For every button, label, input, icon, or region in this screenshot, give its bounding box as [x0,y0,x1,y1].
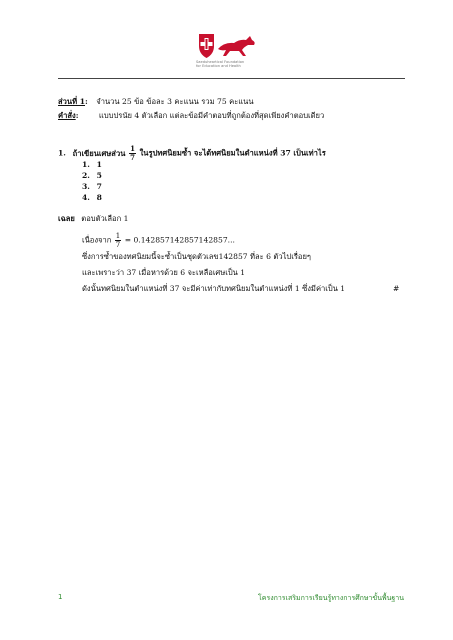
solution-label: เฉลย [58,214,75,223]
part-description: จำนวน 25 ข้อ ข้อละ 3 คะแนน รวม 75 คะแนน [96,97,254,106]
option-number: 1. [82,160,90,169]
option-value: 1 [96,160,102,169]
question-text-after: ในรูปทศนิยมซ้ำ จะได้ทศนิยมในตำแหน่งที่ 37 เป็นเท่าไร [139,148,326,158]
solution-line-3: และเพราะว่า 37 เมื่อหารด้วย 6 จะเหลือเศษเป็น 1 [82,268,246,277]
fraction-numerator: 1 [115,232,121,240]
fraction-denominator: 7 [130,153,135,162]
solution-answer: ตอบตัวเลือก 1 [81,214,129,223]
end-mark: # [393,284,400,293]
option-number: 3. [82,182,90,191]
footer-project: โครงการเสริมการเรียนรู้ทางการศึกษาขั้นพื้นฐาน [258,594,404,602]
option-item[interactable] [82,182,102,192]
instruction-colon: : [75,111,79,120]
solution-fraction [115,232,121,249]
option-value: 5 [96,171,102,180]
fraction-numerator: 1 [130,144,135,153]
option-item[interactable] [82,171,102,181]
logo-emblem-icon [196,32,264,60]
option-item[interactable] [82,193,102,203]
instruction-label: คำสั่ง [58,111,76,120]
solution-decimal: = 0.142857142857142857... [124,235,235,245]
instruction-line [58,111,324,121]
solution-line-1 [82,232,235,249]
instruction-description: แบบปรนัย 4 ตัวเลือก แต่ละข้อมีคำตอบที่ถูกต้องที่สุดเพียงคำตอบเดียว [98,111,325,120]
option-number: 2. [82,171,90,180]
logo-caption [196,60,266,69]
question-text-before: ถ้าเขียนเศษส่วน [72,148,126,158]
header-divider [58,78,405,79]
question-number: 1. [58,148,66,158]
logo-caption-line: for Education and Health [196,64,241,69]
fraction-denominator: 7 [115,241,121,249]
option-item[interactable] [82,160,102,170]
solution-header [58,214,128,224]
option-value: 8 [96,193,102,202]
page-number: 1 [58,593,63,601]
question-fraction [129,145,136,162]
option-value: 7 [96,182,102,191]
solution-line-4: ดังนั้นทศนิยมในตำแหน่งที่ 37 จะมีค่าเท่ากับทศนิยมในตำแหน่งที่ 1 ซึ่งมีค่าเป็น 1 [82,284,346,293]
solution-line-2: ซึ่งการซ้ำของทศนิยมนี้จะซ้ำเป็นชุดตัวเลข142857 ที่ละ 6 ตัวไปเรื่อยๆ [82,252,312,261]
part-label: ส่วนที่ 1 [58,97,86,106]
logo-caption-line: Saeduheartical Foundation [196,60,245,64]
part-line [58,97,254,107]
option-number: 4. [82,193,90,202]
solution-prefix: เนื่องจาก [82,235,112,245]
part-colon: : [85,97,88,106]
